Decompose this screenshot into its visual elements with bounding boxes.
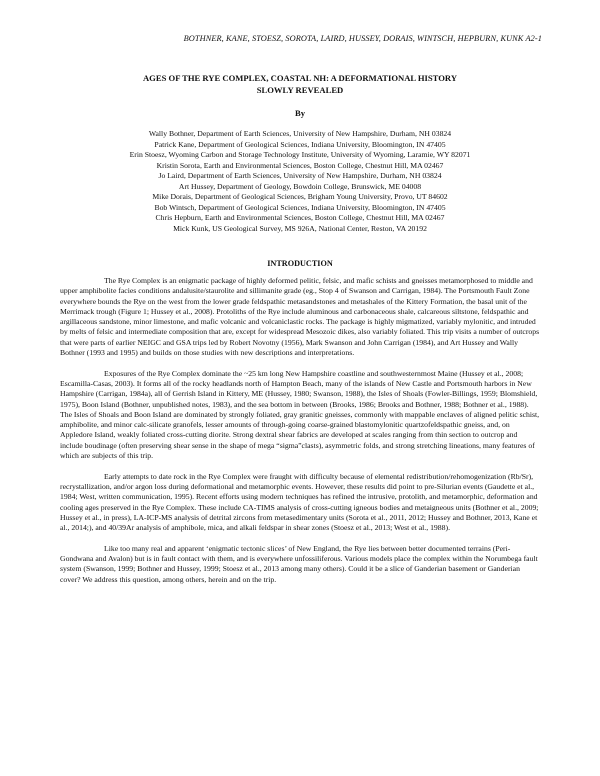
author-affiliation: Art Hussey, Department of Geology, Bowdoin College, Brunswick, ME 04008 [178, 181, 422, 191]
running-header: BOTHNER, KANE, STOESZ, SOROTA, LAIRD, HUSSEY, DORAIS, WINTSCH, HEPBURN, KUNK A2-1 [183, 34, 542, 43]
author-affiliation: Mick Kunk, US Geological Survey, MS 926A, National Center, Reston, VA 20192 [173, 223, 427, 233]
author-affiliation: Patrick Kane, Department of Geological Sciences, Indiana University, Bloomington, IN 47405 [154, 139, 446, 149]
author-affiliation: Bob Wintsch, Department of Geological Sciences, Indiana University, Bloomington, IN 47405 [154, 202, 446, 212]
body-paragraph: Like too many real and apparent ‘enigmatic tectonic slices’ of New England, the Rye lies between better documented terrains (Peri-Gondwana and Avalon) but is in fault contact with them, and is everywhere unfossiliferous. Various models place the complex within the Norumbega fault system (Swanson, 1999; Bothner and Hussey, 1999; Stoesz et al., 2013 among many others). Could it be a slice of Ganderian basement or Ganderian cover? We address this question, among others, herein and on the trip. [60, 543, 538, 584]
body-paragraph: Exposures of the Rye Complex dominate the ~25 km long New Hampshire coastline and southwesternmost Maine (Hussey et al., 2008; Escamilla-Casas, 2003). It forms all of the rocky headlands north of Hampton Beach, many of the islands of New Castle and Portsmouth harbors in New Hampshire (Carrigan, 1984a), all of Gerrish Island in Kittery, ME (Hussey, 1980; Swanson, 1988), the Isles of Shoals (Fowler-Billings, 1959; Blomshield, 1975), Boon Island (Bothner, unpublished notes, 1983), and the sea bottom in between (Brooks, 1986; Brooks and Bothner, 1988; Bothner et al., 1988). The Isles of Shoals and Boon Island are dominated by strongly foliated, gray granitic gneisses, commonly with mappable enclaves of aligned pelitic schist, amphibolite, and minor calc-silicate granofels, lesser amounts of through-going coarse-grained blastomylonitic quartzofeldspathic gneiss, and, on Appledore Island, weakly foliated cross-cutting diorite. Strong dextral shear fabrics are developed at scales ranging from thin section to outcrop and include boudinage (often preserving shear sense in the shape of mega “sigma”clasts), asymmetric folds, and strong stretching lineations, many features of which are subjects of this trip. [60, 368, 540, 461]
title-line-1: AGES OF THE RYE COMPLEX, COASTAL NH: A DEFORMATIONAL HISTORY [142, 73, 458, 83]
author-affiliation: Jo Laird, Department of Earth Sciences, University of New Hampshire, Durham, NH 03824 [158, 171, 442, 180]
author-affiliation: Wally Bothner, Department of Earth Sciences, University of New Hampshire, Durham, NH 03824 [148, 129, 452, 138]
introduction-body [60, 276, 540, 595]
section-heading-introduction: INTRODUCTION [267, 259, 333, 268]
author-affiliation: Erin Stoesz, Wyoming Carbon and Storage Technology Institute, University of Wyoming, Laramie, WY 82071 [129, 150, 471, 159]
by-label: By [294, 108, 306, 118]
author-affiliation: Mike Dorais, Department of Geological Sciences, Brigham Young University, Provo, UT 84602 [152, 192, 448, 201]
paper-title [90, 72, 510, 96]
author-affiliation: Kristin Sorota, Earth and Environmental Sciences, Boston College, Chestnut Hill, MA 02467 [156, 160, 444, 170]
body-paragraph: Early attempts to date rock in the Rye Complex were fraught with difficulty because of elemental redistribution/rehomogenization (Rb/Sr), recrystallization, and/or argon loss during deformational and metamorphic events. However, these results did point to pre-Silurian events (Gaudette et al., 1984; West, written communication, 1995). Recent efforts using modern techniques has refined the intrusive, protolith, and metamorphic, deformation and cooling ages preserved in the Rye Complex. These include CA-TIMS analysis of cross-cutting igneous bodies and metaigneous units (Bothner et al., 2009; Hussey et al., in press), LA-ICP-MS analysis of detrital zircons from metasedimentary units (Sorota et al., 2011, 2012; Hussey and Bothner, 2013, Kane et al., 2014;), and 40/39Ar analysis of amphibole, mica, and alkali feldspar in shear zones (Stoesz et al., 2013; West et al., 1988). [60, 471, 539, 533]
title-line-2: SLOWLY REVEALED [256, 85, 344, 95]
author-list [60, 129, 540, 234]
author-affiliation: Chris Hepburn, Earth and Environmental Sciences, Boston College, Chestnut Hill, MA 02467 [155, 213, 445, 222]
body-paragraph: The Rye Complex is an enigmatic package of highly deformed pelitic, felsic, and mafic schists and gneisses metamorphosed to middle and upper amphibolite facies conditions andalusite/staurolite and sillimanite grade (eg., Stop 4 of Swanson and Carrigan, 1984). The Portsmouth Fault Zone everywhere bounds the Rye on the west from the lower grade feldspathic metasandstones and metashales of the Kittery Formation, the basal unit of the Merrimack trough (Figure 1; Hussey et al., 2008). Protoliths of the Rye include aluminous and carbonaceous shale, calcareous siltstone, feldspathic and argillaceous sandstone, minor limestone, and mafic volcanic and volcaniclastic rocks. The package is highly migmatized, variably mylonitic, and intruded by melts of felsic and intermediate composition that are, except for widespread Mesozoic dikes, also variably foliated. This trip visits a number of outcrops that were parts of earlier NEIGC and GSA trips led by Robert Novotny (1956), Mark Swanson and John Carrigan (1984), and Art Hussey and Wally Bothner (1993 and 1995) and builds on those studies with new descriptions and interpretations. [60, 276, 540, 358]
